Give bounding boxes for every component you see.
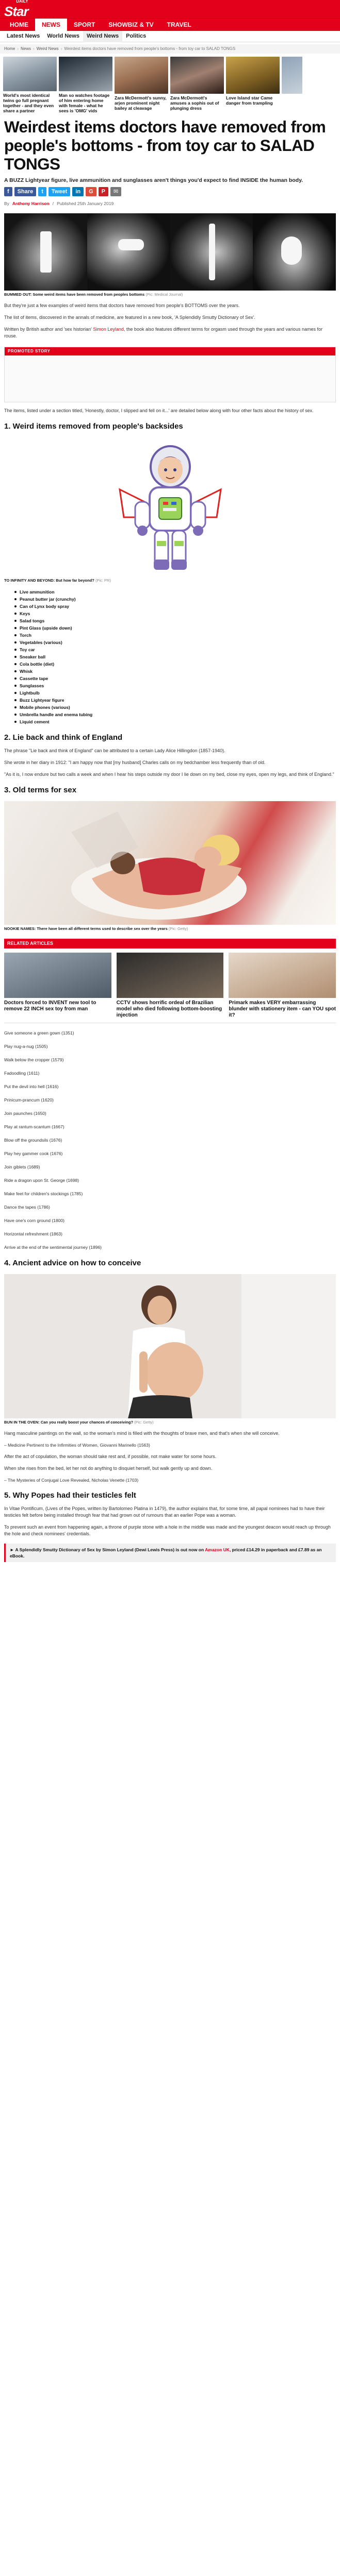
promo-card[interactable] (282, 57, 302, 113)
promo-headline: Zara McDermott's sunny, arjen prominent night bailey at cleavage (115, 95, 167, 111)
hero-caption-text: BUMMED OUT: Some weird items have been removed from peoples bottoms (4, 292, 145, 297)
buzz-figure (4, 437, 336, 583)
subnav-politics[interactable]: Politics (126, 33, 147, 40)
promo-card[interactable] (3, 57, 57, 113)
list-item: Sneaker ball (14, 653, 336, 660)
body-paragraph: The list of items, discovered in the annals of medicine, are featured in a new book, 'A Splendidly Smutty Dictionary of Sex'. (4, 314, 255, 320)
body-text: , the book also features different terms for orgasm used through the years and various names for rouse. (4, 326, 322, 338)
hero-figure (4, 213, 336, 297)
pregnant-illustration (4, 1274, 336, 1418)
term-item: Ride a dragon upon St. George (1698) (4, 1178, 79, 1183)
buzz-lightyear-image (4, 437, 336, 577)
promo-card[interactable] (226, 57, 280, 113)
article-standfirst: A BUZZ Lightyear figure, live ammunition and sunglasses aren't things you'd expect to find INSIDE the human body. (4, 177, 303, 183)
xray-panel (170, 213, 253, 291)
list-item: Mobile phones (various) (14, 704, 336, 711)
body-paragraph: She wrote in her diary in 1912: "I am happy now that [my husband] Charles calls on my bedchamber less frequently than of old. (4, 759, 266, 765)
term-item: Make feet for children's stockings (1785) (4, 1191, 83, 1197)
removed-items-list (14, 588, 336, 725)
hero-caption (4, 291, 336, 297)
logo-daily: DAILY (16, 0, 28, 4)
breadcrumb-home[interactable]: Home (4, 46, 15, 51)
twitter-icon[interactable]: t (38, 187, 46, 196)
author-link[interactable]: Anthony Harrison (12, 201, 50, 206)
term-item: Put the devil into hell (1616) (4, 1084, 59, 1090)
body-paragraph: The items, listed under a section titled, 'Honestly, doctor, I slipped and fell on it...' are detailed below along with four other facts about the history of sex. (4, 408, 314, 413)
mail-icon[interactable]: ✉ (110, 187, 121, 196)
term-item: Have one's corn ground (1800) (4, 1218, 64, 1224)
book-promo-text: , priced £14.29 in paperback and £7.89 as an eBook. (10, 1547, 322, 1559)
body-paragraph: In Vitae Pontificum, (Lives of the Popes, written by Bartolomeo Platina in 1479), the author explains that, for some time, all papal nominees had to have their testicles felt before being installed through fear that had grown out of rumours that an earlier Pope was a woman. (4, 1506, 325, 1518)
related-article-image (229, 953, 336, 998)
list-item: Live ammunition (14, 588, 336, 596)
nav-travel[interactable]: TRAVEL (167, 21, 191, 28)
xray-object (281, 236, 302, 265)
pregnant-caption (4, 1418, 336, 1425)
list-item: Keys (14, 610, 336, 617)
xray-object (118, 239, 144, 250)
main-nav (0, 19, 340, 31)
promo-card[interactable] (170, 57, 224, 113)
couple-caption (4, 925, 336, 931)
nav-sport[interactable]: SPORT (74, 21, 95, 28)
term-item: Join paunches (1650) (4, 1111, 46, 1116)
breadcrumb (0, 44, 340, 54)
promoted-story-label: PROMOTED STORY (5, 347, 335, 355)
body-paragraph: When she rises from the bed, let her not do anything to disquiet herself, but walk gently up and down. (4, 1466, 213, 1471)
body-text: Written by British author and 'sex historian' (4, 326, 92, 332)
xray-panel (87, 213, 170, 291)
body-paragraph: The phrase "Lie back and think of England" can be attributed to a certain Lady Alice Hillingdon (1857-1940). (4, 748, 225, 753)
related-articles (4, 939, 336, 1024)
term-item: Play hey gammer cook (1676) (4, 1151, 63, 1157)
body-paragraph: After the act of copulation, the woman should take rest and, if possible, not make water for some hours. (4, 1454, 217, 1460)
term-item: Play nug-a-nug (1505) (4, 1044, 48, 1049)
citation: – Medicine Pertinent to the Infirmities of Women, Giovanni Marinello (1563) (4, 1443, 150, 1448)
body-paragraph: Hang masculine paintings on the wall, so the woman's mind is filled with the thoughts of brave men, and that's when she will conceive. (4, 1431, 280, 1436)
byline-prefix: By (4, 201, 9, 206)
related-article-card[interactable] (4, 953, 111, 1019)
couple-caption-text: NOOKIE NAMES: There have been all different terms used to describe sex over the years (4, 926, 168, 931)
promo-image (3, 57, 57, 91)
logo-wordmark (4, 0, 28, 19)
promo-headline: Man so watches footage of him entering home with female - what he sees is 'OMG' vids (59, 93, 110, 113)
list-item: Umbrella handle and enema tubing (14, 711, 336, 718)
logo-star: Star (4, 3, 28, 19)
pinterest-button[interactable]: P (99, 187, 108, 196)
article-headline: Weirdest items doctors have removed from people's bottoms - from toy car to SALAD TONGS (4, 117, 326, 173)
term-item: Dance the tapes (1786) (4, 1205, 50, 1210)
related-article-image (4, 953, 111, 998)
couple-figure (4, 801, 336, 931)
list-item: Sunglasses (14, 682, 336, 689)
related-article-card[interactable] (117, 953, 224, 1019)
list-item: Cassette tape (14, 675, 336, 682)
amazon-uk-link[interactable]: Amazon UK (205, 1547, 230, 1553)
citation: – The Mysteries of Conjugal Love Revealed, Nicholas Venette (1703) (4, 1478, 139, 1483)
promo-headline: Love Island star Came danger from trampling (226, 95, 273, 106)
section-heading: 4. Ancient advice on how to conceive (4, 1259, 141, 1268)
related-articles-row (4, 948, 336, 1023)
list-item: Liquid cement (14, 718, 336, 725)
list-item: Pint Glass (upside down) (14, 624, 336, 632)
byline (4, 200, 336, 207)
subnav-latest-news[interactable]: Latest News (7, 33, 40, 40)
list-item: Buzz Lightyear figure (14, 697, 336, 704)
promo-card[interactable] (59, 57, 112, 113)
buzz-caption (4, 577, 336, 583)
term-item: Play at rantum-scantum (1667) (4, 1124, 64, 1130)
promo-image (282, 57, 302, 94)
promo-image (115, 57, 168, 94)
buzz-caption-credit: (Pic: PR) (95, 578, 111, 583)
list-item: Cola bottle (diet) (14, 660, 336, 668)
subnav-weird-news[interactable]: Weird News (83, 31, 122, 42)
list-item: Vegetables (various) (14, 639, 336, 646)
facebook-share-button[interactable]: Share (14, 187, 37, 196)
couple-image (4, 801, 336, 925)
body-paragraph: But they're just a few examples of weird items that doctors have removed from people's BOTTOMS over the years. (4, 302, 240, 308)
term-item: Horizontal refreshment (1863) (4, 1231, 62, 1237)
list-item: Peanut butter jar (crunchy) (14, 596, 336, 603)
brand-bar (0, 0, 340, 19)
term-item: Join giblets (1689) (4, 1164, 40, 1170)
tweet-button[interactable]: Tweet (48, 187, 70, 196)
term-item: Fadoodling (1611) (4, 1071, 40, 1076)
hero-caption-credit: (Pic: Medical Journal) (145, 292, 183, 297)
term-item: Arrive at the end of the sentimental journey (1896) (4, 1245, 102, 1250)
related-article-title: CCTV shows horrific ordeal of Brazilian model who died following bottom-boosting injection (116, 1000, 222, 1019)
promo-strip (0, 54, 340, 113)
linkedin-button[interactable]: in (72, 187, 84, 196)
couple-illustration (4, 801, 336, 925)
related-article-image (117, 953, 224, 998)
term-item: Prinicum-prancum (1620) (4, 1097, 54, 1103)
buzz-caption-text: TO INFINITY AND BEYOND: But how far beyond? (4, 578, 94, 583)
buzz-lightyear-illustration (114, 440, 227, 574)
promo-image (170, 57, 224, 94)
xray-panel (4, 213, 87, 291)
published-date: Published 25th January 2019 (57, 201, 114, 206)
xray-object (209, 224, 215, 280)
body-paragraph: "As it is, I now endure but two calls a week and when I hear his steps outside my door I lie down on my bed, close my eyes, open my legs, and think of England." (4, 771, 334, 777)
couple-caption-credit: (Pic: Getty) (168, 926, 188, 931)
daily-star-logo[interactable] (4, 0, 28, 19)
chevron-right-icon: › (33, 46, 35, 51)
promoted-story-body (5, 355, 335, 402)
related-article-title: Primark makes VERY embarrassing blunder with stationery item - can YOU spot it? (229, 1000, 336, 1019)
related-article-card[interactable] (229, 953, 336, 1019)
list-item: Whisk (14, 668, 336, 675)
section-heading: 2. Lie back and think of England (4, 733, 123, 742)
nav-showbiz[interactable]: SHOWBIZ & TV (108, 21, 154, 28)
section-heading: 3. Old terms for sex (4, 785, 77, 794)
xray-object (40, 231, 52, 273)
promo-headline: World's most identical twins go full pregnant together - and they even share a partner (3, 93, 54, 113)
list-item: Torch (14, 632, 336, 639)
old-sex-terms-list (4, 1029, 336, 1251)
promo-headline: Zara McDermott's amuses a sophis out of plunging dress (170, 95, 219, 111)
term-item: Blow off the groundsils (1676) (4, 1138, 62, 1143)
book-promo (4, 1544, 336, 1562)
list-item: Salad tongs (14, 617, 336, 624)
book-promo-text: ► A Splendidly Smutty Dictionary of Sex by Simon Leyland (Dewi Lewis Press) is out now on (10, 1547, 204, 1553)
pregnant-woman-image (4, 1274, 336, 1418)
term-item: Give someone a green gown (1351) (4, 1030, 74, 1036)
author-simon-leyland-link[interactable]: Simon Leyland (93, 326, 124, 332)
list-item: Lightbulb (14, 689, 336, 697)
chevron-right-icon: › (60, 46, 62, 51)
promo-image (226, 57, 280, 94)
section-heading: 1. Weird items removed from people's backsides (4, 421, 183, 431)
section-heading: 5. Why Popes had their testicles felt (4, 1491, 136, 1500)
nav-news[interactable]: NEWS (35, 19, 67, 31)
promo-card[interactable] (115, 57, 168, 113)
article (0, 117, 340, 1562)
xray-panel (253, 213, 336, 291)
google-plus-button[interactable]: G (86, 187, 96, 196)
site-header (0, 0, 340, 54)
subnav-world-news[interactable]: World News (47, 33, 79, 40)
sub-nav (0, 31, 340, 42)
related-article-title: Doctors forced to INVENT new tool to remove 22 INCH sex toy from man (4, 1000, 96, 1012)
related-articles-label: RELATED ARTICLES (4, 939, 336, 949)
pregnant-caption-text: BUN IN THE OVEN: Can you really boost your chances of conceiving? (4, 1420, 134, 1425)
hero-image (4, 213, 336, 291)
facebook-icon[interactable]: f (4, 187, 12, 196)
body-paragraph: To prevent such an event from happening again, a throne of purple stone with a hole in the middle was made and the youngest deacon would reach up through the hole and check nominees' credentials. (4, 1524, 331, 1537)
body-paragraph (4, 326, 336, 340)
nav-home[interactable]: HOME (10, 21, 28, 28)
breadcrumb-news[interactable]: News (21, 46, 31, 51)
promo-image (59, 57, 112, 91)
breadcrumb-current: Weirdest items doctors have removed from people's bottoms - from toy car to SALAD TONGS (64, 46, 236, 51)
promoted-story[interactable] (4, 347, 336, 402)
clock-icon: / (52, 201, 54, 206)
pregnant-caption-credit: (Pic: Getty) (134, 1420, 154, 1425)
breadcrumb-weird-news[interactable]: Weird News (36, 46, 59, 51)
term-item: Walk below the cropper (1579) (4, 1057, 64, 1063)
list-item: Can of Lynx body spray (14, 603, 336, 610)
chevron-right-icon: › (17, 46, 19, 51)
list-item: Toy car (14, 646, 336, 653)
share-bar (4, 187, 336, 196)
pregnant-figure (4, 1274, 336, 1425)
